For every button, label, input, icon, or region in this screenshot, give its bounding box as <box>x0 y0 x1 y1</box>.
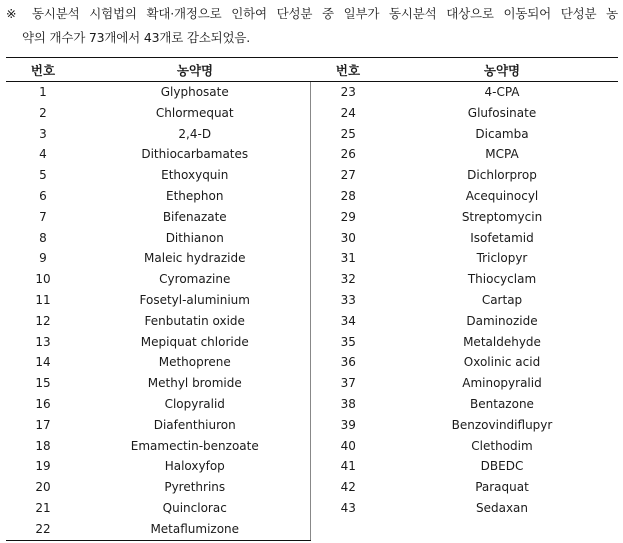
pesticide-name: Methyl bromide <box>80 373 310 394</box>
pesticide-number: 22 <box>6 519 80 540</box>
table-row <box>6 103 618 124</box>
pesticide-name: Daminozide <box>466 313 538 328</box>
table-row <box>6 436 618 457</box>
pesticide-name: Maleic hydrazide <box>80 248 310 269</box>
pesticide-name: Haloxyfop <box>80 456 310 477</box>
header-number-left: 번호 <box>6 58 80 82</box>
pesticide-name: Sedaxan <box>475 500 529 515</box>
pesticide-name: Acequinocyl <box>465 188 539 203</box>
pesticide-name: Glufosinate <box>467 105 537 120</box>
table-row <box>6 124 618 145</box>
pesticide-number: 13 <box>35 334 51 349</box>
pesticide-number: 16 <box>35 396 51 411</box>
header-pesticide-name-left: 농약명 <box>80 58 310 82</box>
table-row <box>6 311 618 332</box>
pesticide-name: DBEDC <box>480 459 524 474</box>
pesticide-number: 18 <box>35 438 51 453</box>
pesticide-name: Dichlorprop <box>467 168 537 183</box>
pesticide-number: 23 <box>340 85 356 99</box>
pesticide-name: 2,4-D <box>80 124 310 145</box>
pesticide-name: Bifenazate <box>80 207 310 228</box>
pesticide-number: 8 <box>39 230 47 245</box>
pesticide-number: 36 <box>340 355 356 370</box>
footnote-line-1: ※ 동시분석 시험법의 확대·개정으로 인하여 단성분 중 일부가 동시분석 대상으로 이동되어 단성분 농 <box>6 6 618 21</box>
table-row <box>6 519 618 540</box>
pesticide-name: Oxolinic acid <box>463 355 541 370</box>
pesticide-number: 38 <box>340 396 356 411</box>
pesticide-number: 11 <box>35 292 51 307</box>
pesticide-number: 17 <box>35 417 51 432</box>
pesticide-number: 35 <box>340 334 356 349</box>
table-row <box>6 498 618 519</box>
table-body <box>6 82 618 541</box>
table-row <box>6 269 618 290</box>
pesticide-number: 27 <box>340 168 356 183</box>
pesticide-number: 14 <box>35 355 51 370</box>
pesticide-name: Ethoxyquin <box>80 165 310 186</box>
pesticide-name: Thiocyclam <box>467 272 537 287</box>
pesticide-name: Fosetyl-aluminium <box>80 290 310 311</box>
pesticide-name: Diafenthiuron <box>80 415 310 436</box>
pesticide-number: 26 <box>340 147 356 162</box>
pesticide-number: 31 <box>340 251 356 266</box>
pesticide-number: 34 <box>340 313 356 328</box>
pesticide-number: 43 <box>340 500 356 515</box>
pesticide-name: Streptomycin <box>461 209 543 224</box>
pesticide-number: 7 <box>39 209 47 224</box>
empty-cell <box>310 519 386 540</box>
pesticide-name: Cyromazine <box>80 269 310 290</box>
pesticide-number: 3 <box>39 126 47 141</box>
pesticide-name: Dithianon <box>80 228 310 249</box>
pesticide-number: 5 <box>39 168 47 183</box>
pesticide-name: Quinclorac <box>80 498 310 519</box>
table-row <box>6 373 618 394</box>
pesticide-name: Benzovindiflupyr <box>451 417 553 432</box>
pesticide-number: 41 <box>340 459 356 474</box>
pesticide-number: 37 <box>340 376 356 391</box>
pesticide-number: 25 <box>340 126 356 141</box>
pesticide-name: Bentazone <box>470 396 534 411</box>
pesticide-name: Ethephon <box>80 186 310 207</box>
pesticide-name: MCPA <box>485 147 519 162</box>
pesticide-number: 6 <box>39 188 47 203</box>
table-row <box>6 186 618 207</box>
pesticide-name: Clopyralid <box>80 394 310 415</box>
pesticide-name: 4-CPA <box>484 85 520 99</box>
pesticide-name: Mepiquat chloride <box>80 332 310 353</box>
footnote <box>6 2 618 50</box>
pesticide-number: 39 <box>340 417 356 432</box>
table-row <box>6 228 618 249</box>
table-row <box>6 477 618 498</box>
pesticide-name: Cartap <box>481 292 523 307</box>
pesticide-number: 32 <box>340 272 356 287</box>
table-row <box>6 415 618 436</box>
pesticide-name: Clethodim <box>471 438 533 453</box>
pesticide-name: Metaldehyde <box>463 334 541 349</box>
pesticide-number: 1 <box>39 85 47 99</box>
pesticide-number: 42 <box>340 480 356 495</box>
pesticide-name: Pyrethrins <box>80 477 310 498</box>
pesticide-number: 10 <box>35 272 51 287</box>
table-row <box>6 165 618 186</box>
pesticide-table <box>6 57 618 541</box>
pesticide-name: Paraquat <box>475 480 529 495</box>
pesticide-number: 19 <box>35 459 51 474</box>
pesticide-number: 29 <box>340 209 356 224</box>
pesticide-number: 15 <box>35 376 51 391</box>
pesticide-number: 24 <box>340 105 356 120</box>
table-row <box>6 456 618 477</box>
table-row <box>6 352 618 373</box>
table-row <box>6 290 618 311</box>
pesticide-name: Glyphosate <box>80 82 310 103</box>
pesticide-name: Isofetamid <box>470 230 534 245</box>
pesticide-number: 21 <box>35 500 51 515</box>
pesticide-name: Chlormequat <box>80 103 310 124</box>
pesticide-name: Dicamba <box>475 126 529 141</box>
pesticide-name: Aminopyralid <box>462 376 542 391</box>
table-row <box>6 207 618 228</box>
table-row <box>6 144 618 165</box>
pesticide-name: Emamectin-benzoate <box>80 436 310 457</box>
pesticide-name: Triclopyr <box>476 251 528 266</box>
pesticide-name: Methoprene <box>80 352 310 373</box>
pesticide-number: 4 <box>39 147 47 162</box>
pesticide-name: Fenbutatin oxide <box>80 311 310 332</box>
header-pesticide-name-right: 농약명 <box>386 58 618 82</box>
pesticide-number: 2 <box>39 105 47 120</box>
table-row <box>6 394 618 415</box>
table-row <box>6 248 618 269</box>
header-number-right: 번호 <box>310 58 386 82</box>
pesticide-name: Metaflumizone <box>80 519 310 540</box>
pesticide-number: 20 <box>35 480 51 495</box>
table-row <box>6 332 618 353</box>
footnote-line-2: 약의 개수가 73개에서 43개로 감소되었음. <box>22 30 251 45</box>
table-header-row <box>6 58 618 82</box>
pesticide-name: Dithiocarbamates <box>80 144 310 165</box>
pesticide-number: 28 <box>340 188 356 203</box>
pesticide-number: 12 <box>35 313 51 328</box>
pesticide-number: 9 <box>39 251 47 266</box>
pesticide-number: 30 <box>340 230 356 245</box>
empty-cell <box>386 519 618 540</box>
pesticide-number: 40 <box>340 438 356 453</box>
table-row <box>6 82 618 103</box>
pesticide-number: 33 <box>340 292 356 307</box>
